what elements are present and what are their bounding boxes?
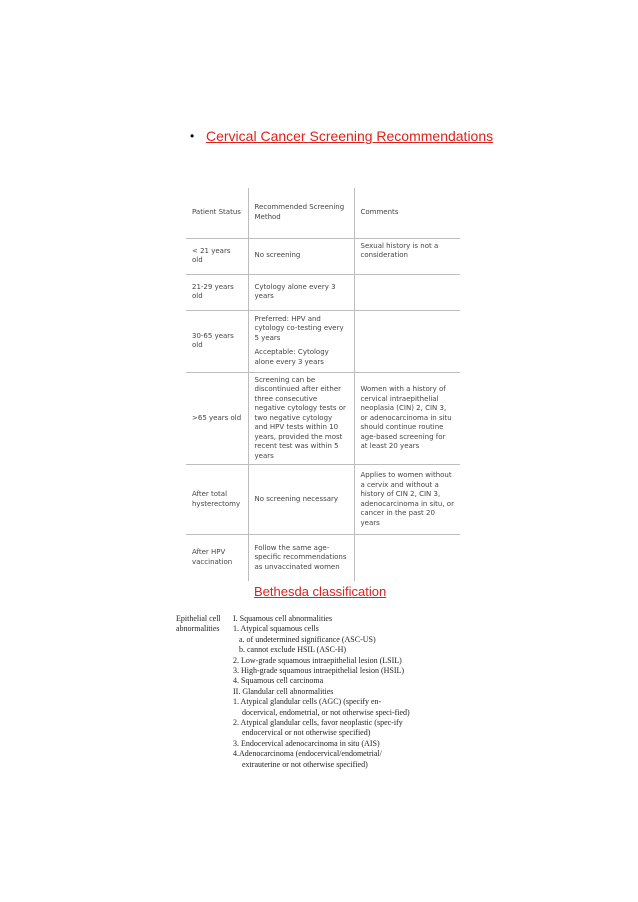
cell-method: No screening <box>248 238 354 274</box>
table-row <box>186 372 460 465</box>
cell-status: 30-65 years old <box>186 310 248 372</box>
list-item: I. Squamous cell abnormalities <box>233 614 333 623</box>
list-item: 3. Endocervical adenocarcinoma in situ (AIS) <box>233 738 380 748</box>
cell-status: After total hysterectomy <box>186 465 248 535</box>
section-title-bethesda: Bethesda classification <box>254 584 387 599</box>
cell-comments: Sexual history is not a consideration <box>354 238 460 274</box>
cell-method: Follow the same age-specific recommendations as unvaccinated women <box>248 535 354 581</box>
cell-status: 21-29 years old <box>186 274 248 310</box>
list-item: 4.Adenocarcinoma (endocervical/endometrial/ extrauterine or not otherwise specified) <box>233 749 382 769</box>
method-acceptable: Acceptable: Cytology alone every 3 years <box>254 348 329 366</box>
list-item: 3. High-grade squamous intraepithelial lesion (HSIL) <box>233 666 405 676</box>
table-header-row <box>186 188 460 238</box>
bullet-icon: • <box>190 129 195 143</box>
header-method: Recommended Screening Method <box>248 188 354 238</box>
cell-comments <box>354 535 460 581</box>
cell-status: < 21 years old <box>186 238 248 274</box>
cell-comments: Women with a history of cervical intraepithelial neoplasia (CIN) 2, CIN 3, or adenocarcinoma in situ should continue routine age-based screening for at least 20 years <box>354 372 460 465</box>
cell-status: >65 years old <box>186 372 248 465</box>
screening-table <box>186 188 460 581</box>
list-item: 4. Squamous cell carcinoma <box>233 676 324 686</box>
list-item: 2. Low-grade squamous intraepithelial lesion (LSIL) <box>233 655 402 665</box>
cell-method <box>248 310 354 372</box>
table-row <box>186 238 460 274</box>
list-item: b. cannot exclude HSIL (ASC-H) <box>239 645 347 655</box>
cell-status: After HPV vaccination <box>192 548 233 566</box>
cell-method: Screening can be discontinued after either three consecutive negative cytology tests or two negative cytology and HPV tests within 10 years, provided the most recent test was within 5 years <box>248 372 354 465</box>
section-heading-screening <box>190 128 493 144</box>
cell-method: No screening necessary <box>248 465 354 535</box>
cell-comments: Applies to women without a cervix and without a history of CIN 2, CIN 3, adenocarcinoma in situ, or cancer in the past 20 years <box>354 465 460 535</box>
list-item: 1. Atypical glandular cells (AGC) (specify en-docervical, endometrial, or not otherwise speci-fied) <box>233 697 410 717</box>
table-row <box>186 535 460 581</box>
table-row <box>186 310 460 372</box>
method-preferred: Preferred: HPV and cytology co-testing every 5 years <box>254 314 344 342</box>
table-row <box>186 274 460 310</box>
cell-method: Cytology alone every 3 years <box>248 274 354 310</box>
section-title: Cervical Cancer Screening Recommendations <box>206 128 494 144</box>
cell-comments <box>354 310 460 372</box>
header-comments: Comments <box>354 188 460 238</box>
bethesda-list <box>233 614 413 770</box>
cell-comments <box>354 274 460 310</box>
list-item: 2. Atypical glandular cells, favor neoplastic (spec-ify endocervical or not otherwise specified) <box>233 718 403 738</box>
list-item: a. of undetermined significance (ASC-US) <box>239 634 376 644</box>
bethesda-category-label: Epithelial cell abnormalities <box>176 614 221 634</box>
list-item: II. Glandular cell abnormalities <box>233 686 334 696</box>
table-row <box>186 465 460 535</box>
list-item: 1. Atypical squamous cells <box>233 624 319 634</box>
header-patient-status: Patient Status <box>186 188 248 238</box>
